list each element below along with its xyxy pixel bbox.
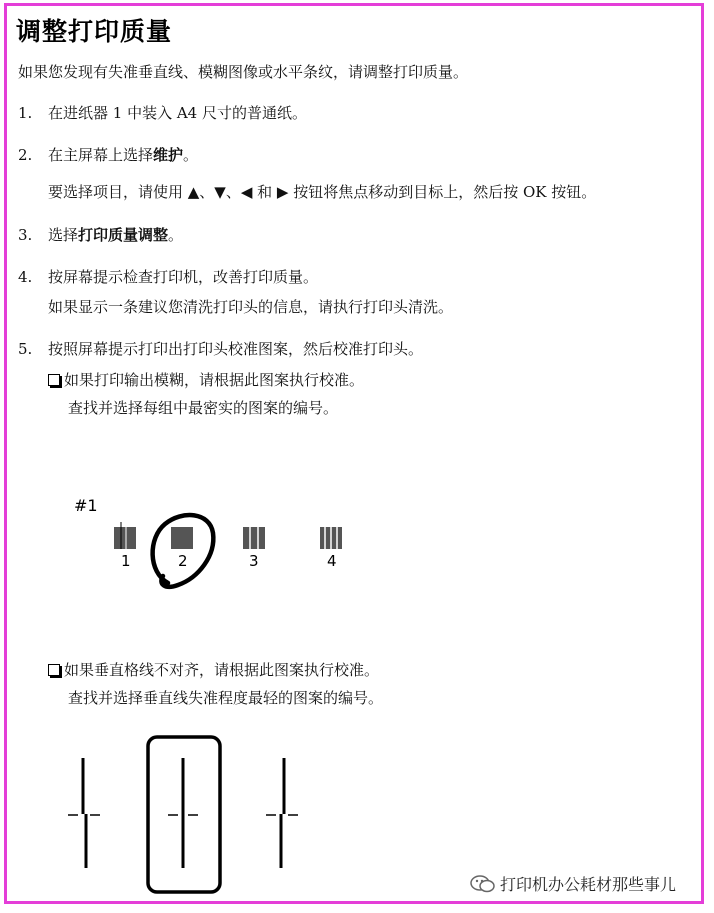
pattern-label-1: 1 — [121, 552, 131, 570]
step-5-number: 5. — [18, 340, 33, 358]
step-1-number: 1. — [18, 104, 33, 122]
menu-maintenance: 维护 — [153, 146, 184, 164]
option-blur-instruction: 查找并选择每组中最密实的图案的编号。 — [68, 399, 339, 417]
option-vertical: 如果垂直格线不对齐，请根据此图案执行校准。 — [48, 661, 379, 679]
step-4-number: 4. — [18, 268, 33, 286]
option-vertical-instruction: 查找并选择垂直线失准程度最轻的图案的编号。 — [68, 689, 384, 707]
step-3-number: 3. — [18, 226, 33, 244]
step-4-text: 按屏幕提示检查打印机，改善打印质量。 — [48, 268, 319, 286]
pattern-label-4: 4 — [327, 552, 337, 570]
vertical-pattern-b — [168, 758, 198, 868]
wechat-icon — [470, 874, 496, 894]
step-2-text: 在主屏幕上选择维护。 — [48, 146, 199, 164]
option-blur: 如果打印输出模糊，请根据此图案执行校准。 — [48, 371, 364, 389]
step-3-text: 选择打印质量调整。 — [48, 226, 184, 244]
watermark: 打印机办公耗材那些事儿 — [470, 872, 676, 895]
intro-text: 如果您发现有失准垂直线、模糊图像或水平条纹，请调整打印质量。 — [18, 63, 469, 81]
vertical-pattern-a — [68, 758, 100, 868]
pattern-group-label: #1 — [74, 496, 98, 515]
page-title: 调整打印质量 — [16, 17, 173, 46]
step-5-text: 按照屏幕提示打印出打印头校准图案，然后校准打印头。 — [48, 340, 424, 358]
step-4-note: 如果显示一条建议您清洗打印头的信息，请执行打印头清洗。 — [48, 298, 454, 316]
pattern-label-2: 2 — [178, 552, 188, 570]
step-2-number: 2. — [18, 146, 33, 164]
menu-print-quality-adjust: 打印质量调整 — [78, 226, 169, 244]
step-1-text: 在进纸器 1 中装入 A4 尺寸的普通纸。 — [48, 104, 307, 122]
step-2-note: 要选择项目，请使用 ▲、▼、◀ 和 ▶ 按钮将焦点移动到目标上，然后按 OK 按钮。 — [48, 183, 597, 201]
vertical-pattern-c — [266, 758, 298, 868]
pattern-label-3: 3 — [249, 552, 259, 570]
